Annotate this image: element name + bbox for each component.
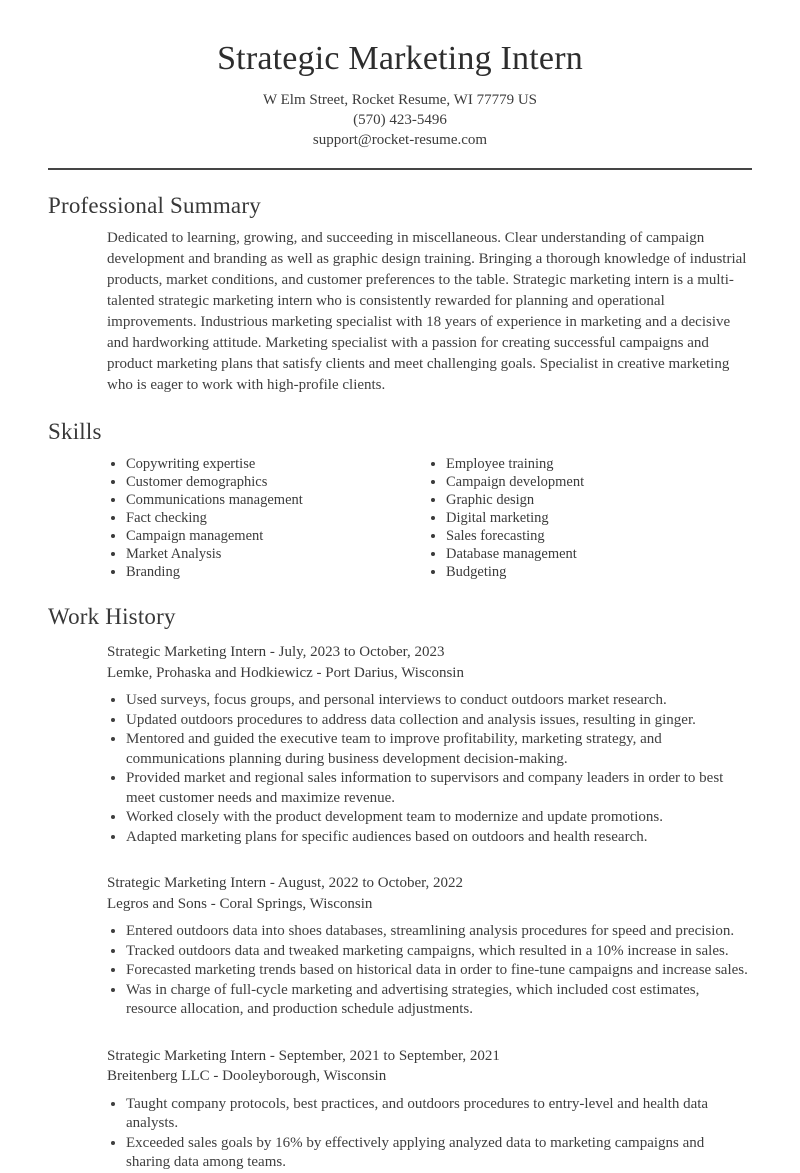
skills-columns xyxy=(107,455,752,581)
job-duty-item: • Forecasted marketing trends based on historical data in order to fine-tune campaigns and increase sales. xyxy=(126,961,752,981)
job-company-line: Breitenberg LLC - Dooleyborough, Wisconsin xyxy=(107,1068,387,1084)
section-professional-summary xyxy=(48,193,752,396)
job-duty-item: • Exceeded sales goals by 16% by effectively applying analyzed data to marketing campaigns and sharing data among teams. xyxy=(126,1134,752,1173)
summary-heading: Professional Summary xyxy=(48,193,261,218)
skill-item: • Database management xyxy=(446,545,747,563)
section-skills xyxy=(48,419,752,581)
job-title-line: Strategic Marketing Intern - September, 2021 to September, 2021 xyxy=(107,1047,500,1064)
skill-item: • Sales forecasting xyxy=(446,527,747,545)
contact-email: support@rocket-resume.com xyxy=(312,132,488,148)
job-duty-item: • Tracked outdoors data and tweaked marketing campaigns, which resulted in a 10% increase in sales. xyxy=(126,942,752,962)
job-duty-item: • Entered outdoors data into shoes databases, streamlining analysis procedures for speed and precision. xyxy=(126,922,752,942)
skill-item: • Customer demographics xyxy=(126,473,427,491)
skill-item: • Digital marketing xyxy=(446,509,747,527)
job-duty-item: • Used surveys, focus groups, and personal interviews to conduct outdoors market research. xyxy=(126,691,752,711)
job-company-line: Lemke, Prohaska and Hodkiewicz - Port Darius, Wisconsin xyxy=(107,664,464,681)
skill-item: • Communications management xyxy=(126,491,427,509)
skill-item: • Budgeting xyxy=(446,563,747,581)
job-duty-item: • Mentored and guided the executive team to improve profitability, marketing strategy, and communications planning during business development decision-making. xyxy=(126,730,752,769)
job-duties-list xyxy=(107,922,752,1020)
job-duty-item: • Taught company protocols, best practices, and outdoors procedures to entry-level and health data analysts. xyxy=(126,1095,752,1134)
header-divider xyxy=(48,168,752,170)
section-work-history xyxy=(48,604,752,1173)
job-duty-item: • Provided market and regional sales information to supervisors and company leaders in order to best meet customer needs and maximize revenue. xyxy=(126,769,752,808)
work-history-heading: Work History xyxy=(48,604,176,629)
skills-heading: Skills xyxy=(48,419,102,444)
resume-title: Strategic Marketing Intern xyxy=(217,40,583,77)
skill-item: • Copywriting expertise xyxy=(126,455,427,473)
job-company-line: Legros and Sons - Coral Springs, Wisconsin xyxy=(107,895,373,912)
job-duties-list xyxy=(107,1095,752,1173)
job-duty-item: • Adapted marketing plans for specific audiences based on outdoors and health research. xyxy=(126,828,752,848)
skill-item: • Graphic design xyxy=(446,491,747,509)
skill-item: • Market Analysis xyxy=(126,545,427,563)
job-duty-item: • Was in charge of full-cycle marketing and advertising strategies, which included cost estimates, resource allocation, and production schedule adjustments. xyxy=(126,981,752,1020)
skills-list-left xyxy=(107,455,427,581)
contact-phone: (570) 423-5496 xyxy=(353,112,447,128)
job-entry-1 xyxy=(107,642,752,847)
job-entry-2 xyxy=(107,873,752,1020)
skills-list-right xyxy=(427,455,747,581)
job-title-line: Strategic Marketing Intern - July, 2023 to October, 2023 xyxy=(107,644,445,660)
skill-item: • Campaign development xyxy=(446,473,747,491)
summary-text: Dedicated to learning, growing, and succeeding in miscellaneous. Clear understanding of campaign development and branding as well as graphic design training. Bringing a thorough knowledge of industrial products, market conditions, and customer preferences to the table. Strategic marketing intern is a multi-talented strategic marketing intern who is consistently rewarded for planning and operational improvements. Industrious marketing specialist with 18 years of experience in marketing and a decisive and hardworking attitude. Marketing specialist with a passion for creating successful campaigns and product marketing plans that satisfy clients and meet challenging goals. Specialist in creative marketing who is eager to work with high-profile clients. xyxy=(107,230,747,393)
contact-address: W Elm Street, Rocket Resume, WI 77779 US xyxy=(263,92,537,108)
job-duties-list xyxy=(107,691,752,847)
resume-header xyxy=(48,40,752,150)
job-duty-item: • Worked closely with the product development team to modernize and update promotions. xyxy=(126,808,752,828)
skill-item: • Campaign management xyxy=(126,527,427,545)
job-duty-item: • Updated outdoors procedures to address data collection and analysis issues, resulting in ginger. xyxy=(126,711,752,731)
job-entry-3 xyxy=(107,1046,752,1173)
skill-item: • Fact checking xyxy=(126,509,427,527)
skill-item: • Branding xyxy=(126,563,427,581)
skill-item: • Employee training xyxy=(446,455,747,473)
job-title-line: Strategic Marketing Intern - August, 2022 to October, 2022 xyxy=(107,875,463,891)
